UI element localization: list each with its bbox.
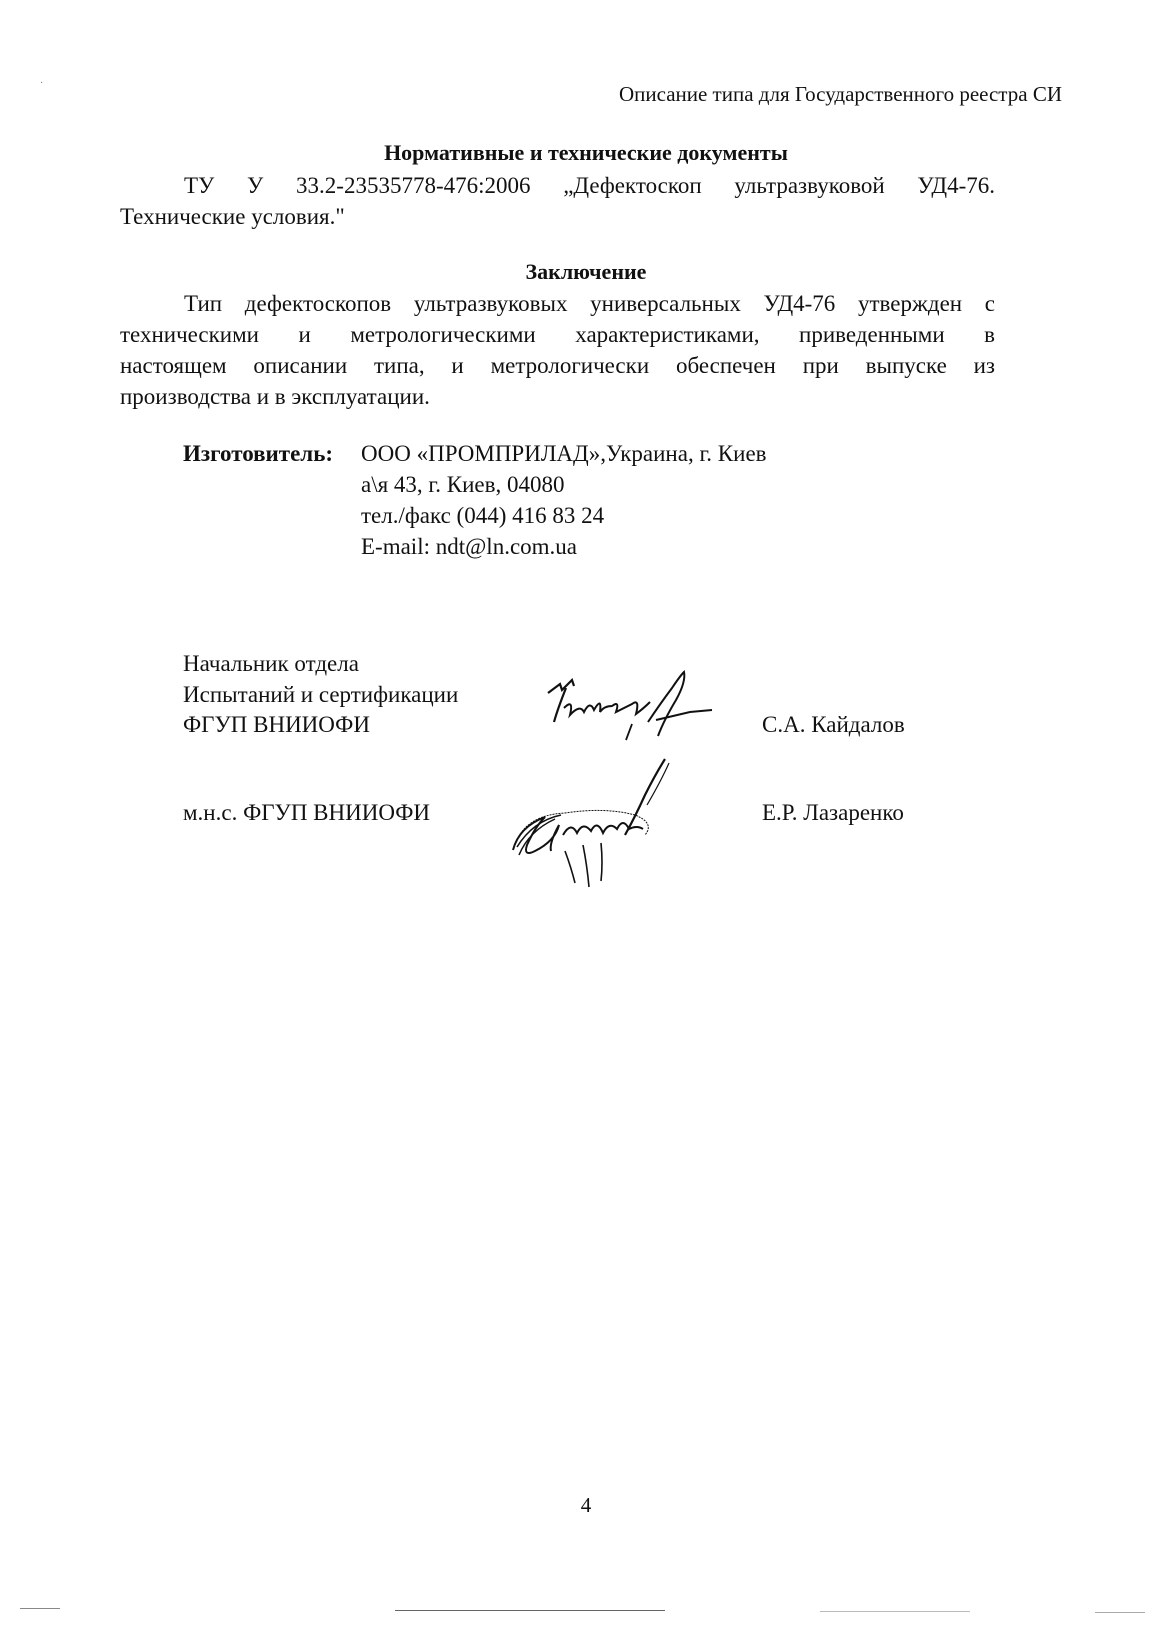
section-heading-conclusion: Заключение <box>525 259 647 284</box>
manufacturer-address: а\я 43, г. Киев, 04080 <box>361 472 565 497</box>
manufacturer-email: E-mail: ndt@ln.com.ua <box>361 534 577 559</box>
signatory-2-name: Е.Р. Лазаренко <box>762 800 904 825</box>
manufacturer-phone: тел./факс (044) 416 83 24 <box>361 503 605 528</box>
conclusion-line-1: Тип дефектоскопов ультразвуковых универсальных УД4-76 утвержден с <box>184 291 995 316</box>
signatory-2-position: м.н.с. ФГУП ВНИИОФИ <box>183 800 431 825</box>
running-header: Описание типа для Государственного реестра СИ <box>618 82 1062 106</box>
scan-artifact-line <box>395 1610 665 1611</box>
signatory-1-name: С.А. Кайдалов <box>762 712 905 737</box>
normative-line-1: ТУ У 33.2-23535778-476:2006 „Дефектоскоп ультразвуковой УД4-76. <box>184 173 995 198</box>
conclusion-line-2: техническими и метрологическими характеристиками, приведенными в <box>120 322 995 347</box>
page-number: 4 <box>580 1493 592 1517</box>
scan-artifact-line <box>20 1608 60 1609</box>
manufacturer-name: ООО «ПРОМПРИЛАД»,Украина, г. Киев <box>361 441 767 466</box>
section-heading-normative: Нормативные и технические документы <box>384 140 788 165</box>
conclusion-line-3: настоящем описании типа, и метрологически обеспечен при выпуске из <box>120 353 995 378</box>
scan-artifact-mark: · <box>40 78 44 89</box>
conclusion-line-4: производства и в эксплуатации. <box>120 384 430 409</box>
signature-lazarenko-icon <box>505 755 675 895</box>
signatory-1-position-line-2: Испытаний и сертификации <box>183 682 459 707</box>
signature-kaidalov-icon <box>540 660 740 750</box>
signatory-1-position-line-1: Начальник отдела <box>183 651 359 676</box>
manufacturer-label: Изготовитель: <box>183 441 334 466</box>
normative-line-2: Технические условия." <box>120 204 345 229</box>
signatory-1-position-line-3: ФГУП ВНИИОФИ <box>183 712 370 737</box>
scan-artifact-line <box>1095 1612 1145 1613</box>
scan-artifact-line <box>820 1611 970 1612</box>
